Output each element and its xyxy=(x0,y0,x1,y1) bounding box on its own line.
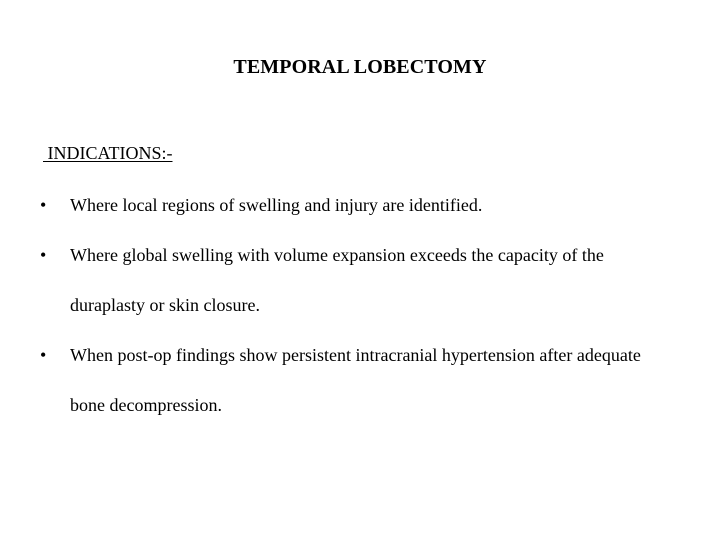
bullet-icon: • xyxy=(40,195,47,215)
list-item xyxy=(40,230,680,330)
bullet-icon: • xyxy=(40,245,47,265)
bullet-text: Where local regions of swelling and injury are identified. xyxy=(70,195,483,215)
indications-list xyxy=(40,193,680,442)
list-item xyxy=(40,180,680,230)
slide-title: TEMPORAL LOBECTOMY xyxy=(233,56,487,78)
indications-heading: INDICATIONS:- xyxy=(43,143,173,163)
bullet-text: When post-op findings show persistent intracranial hypertension after adequate bone decompression. xyxy=(70,345,641,415)
list-item xyxy=(40,330,680,430)
bullet-icon: • xyxy=(40,345,47,365)
bullet-text: Where global swelling with volume expansion exceeds the capacity of the duraplasty or skin closure. xyxy=(70,245,604,315)
